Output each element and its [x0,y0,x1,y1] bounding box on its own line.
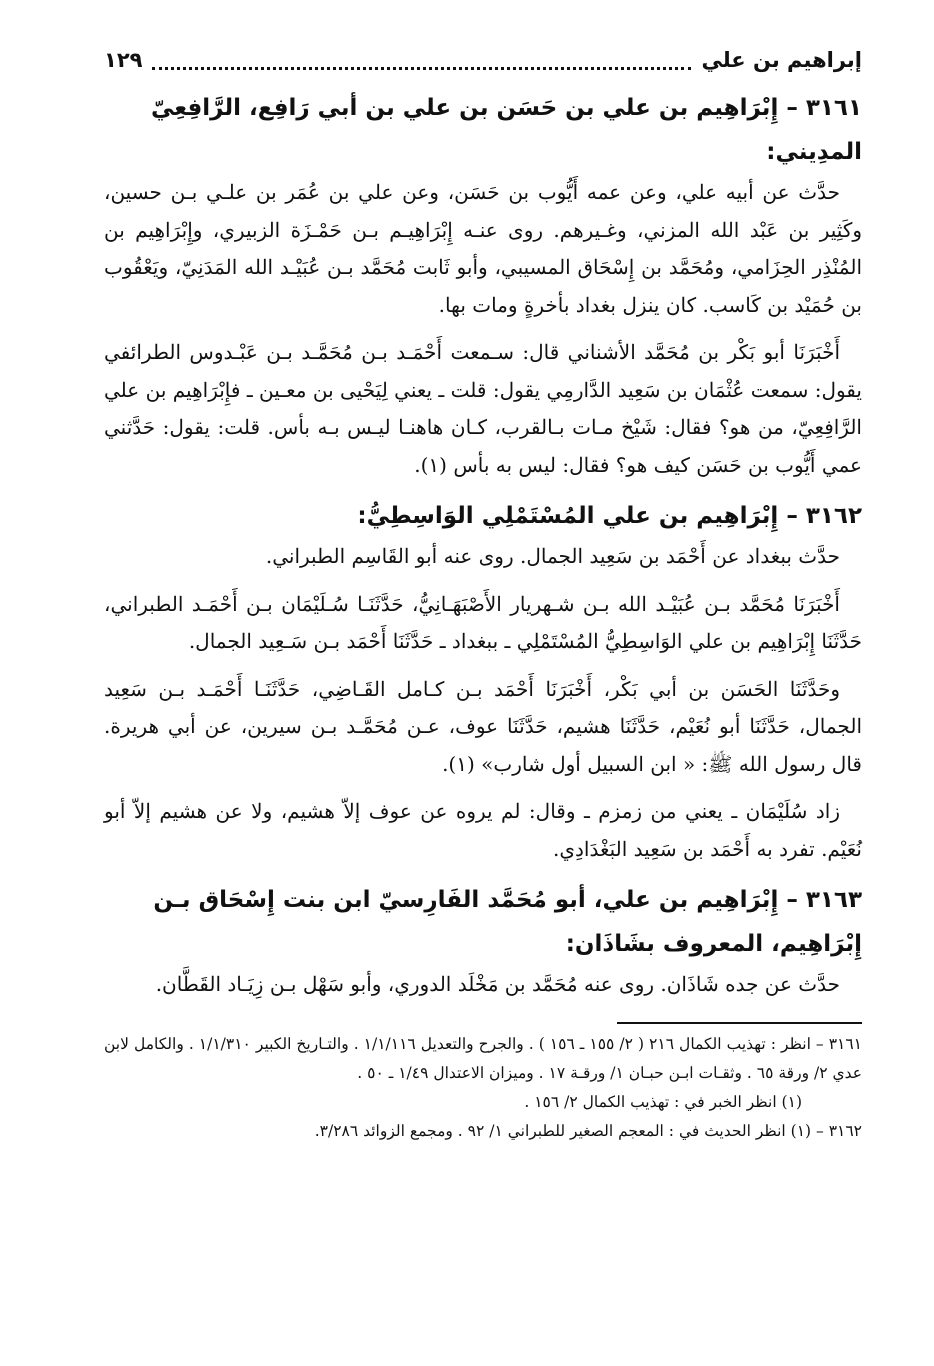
running-header [104,38,862,82]
entry-paragraph: وحَدَّثَنَا الحَسَن بن أبي بَكْر، أَخْبَرَنَا أَحْمَد بـن كـامل القَـاضِي، حَدَّثَنَـا أَحْمَـد بـن سَعِيد الجمال، حَدَّثَنَا أبو نُعَيْم، حَدَّثَنَا هشيم، حَدَّثَنَا عوف، عـن مُحَمَّـد بـن سيرين، عن أبي هريرة. قال رسول الله ﷺ: « ابن السبيل أول شارب» (١). [104,676,862,776]
book-page [104,38,862,1146]
entry-3163 [104,878,862,1004]
entry-paragraph: زاد سُلَيْمَان ـ يعني من زمزم ـ وقال: لم يروه عن عوف إلاّ هشيم، ولا عن هشيم إلاّ أبو نُعَيْم. تفرد به أَحْمَد بن سَعِيد البَغْدَادِي. [104,799,862,861]
footnote: ٣١٦٢ – (١) انظر الحديث في : المعجم الصغير للطبراني ١/ ٩٢ . ومجمع الزوائد ٣/٢٨٦. [314,1121,862,1140]
leader-dots [152,67,691,70]
entry-paragraph: أَخْبَرَنَا مُحَمَّد بـن عُبَيْـد الله بـن شـهريار الأَصْبَهَـانِيُّ، حَدَّثَنَـا سُـلَيْمَان بـن أَحْمَـد الطبراني، حَدَّثَنَا إِبْرَاهِيم بن علي الوَاسِطِيُّ المُسْتَمْلِي ـ ببغداد ـ حَدَّثَنَا أَحْمَد بـن سَـعِيد الجمال. [104,591,862,653]
entry-paragraph: أَخْبَرَنَا أبو بَكْر بن مُحَمَّد الأشناني قال: سـمعت أَحْمَـد بـن مُحَمَّـد بـن عَبْـدوس الطرائفي يقول: سمعت عُثْمَان بن سَعِيد الدَّارمِي يقول: قلت ـ يعني لِيَحْيى بن معـين ـ فإِبْرَاهِيم بن علي الرَّافِعِيّ، من هو؟ فقال: شَيْخ مـات بـالقرب، كـان هاهنـا ليـس بـه بأس. قلت: يقول: حَدَّثني عمي أَيُّوب بن حَسَن كيف هو؟ فقال: ليس به بأس (١). [104,340,862,477]
page-number: ١٢٩ [104,48,143,72]
entry-3161 [104,86,862,484]
entry-heading: ٣١٦١ – إِبْرَاهِيم بن علي بن حَسَن بن علي بن أبي رَافِع، الرَّافِعِيّ المدِيني: [150,95,862,165]
entry-heading: ٣١٦٣ – إِبْرَاهِيم بن علي، أبو مُحَمَّد الفَارِسيّ ابن بنت إِسْحَاق بـن إِبْرَاهِيم، المعروف بشَاذَان: [153,887,862,957]
entry-paragraph: حدَّث عن أبيه علي، وعن عمه أَيُّوب بن حَسَن، وعن علي بن عُمَر بن علـي بـن حسين، وكَثِير بن عَبْد الله المزني، وغـيرهم. روى عنـه إِبْرَاهِيـم بـن حَمْـزَة الزبيري، وإِبْرَاهِيم بن المُنْذِر الحِزَامي، ومُحَمَّد بن إِسْحَاق المسيبي، وأبو ثَابت مُحَمَّد بـن عُبَيْـد الله المَدَنِيّ، ويَعْقُوب بن حُمَيْد بن كَاسب. كان ينزل بغداد بأخرةٍ ومات بها. [104,180,862,317]
footnotes [104,1030,862,1146]
entry-3162 [104,494,862,868]
footnote: ٣١٦١ – انظر : تهذيب الكمال ٢١٦ ( ٢/ ١٥٥ ـ ١٥٦ ) . والجرح والتعديل ١/١/١١٦ . والتـاريخ الكبير ١/١/٣١٠ . والكامل لابن عدي ٢/ ورقة ٦٥ . وثقـات ابـن حبـان ١/ ورقـة ١٧ . وميزان الاعتدال ١/٤٩ ـ ٥٠ . [104,1034,863,1082]
entry-heading: ٣١٦٢ – إِبْرَاهِيم بن علي المُسْتَمْلِي الوَاسِطِيُّ: [357,503,862,529]
entry-paragraph: حدَّث ببغداد عن أَحْمَد بن سَعِيد الجمال. روى عنه أبو القَاسِم الطبراني. [265,544,840,568]
running-title: إبراهيم بن علي [701,48,862,72]
entry-paragraph: حدَّث عن جده شَاذَان. روى عنه مُحَمَّد بن مَخْلَد الدوري، وأبو سَهْل بـن زِيَـاد القَطَّان. [155,972,840,996]
footnote-separator [617,1022,862,1024]
footnote: (١) انظر الخبر في : تهذيب الكمال ٢/ ١٥٦ . [524,1092,802,1111]
